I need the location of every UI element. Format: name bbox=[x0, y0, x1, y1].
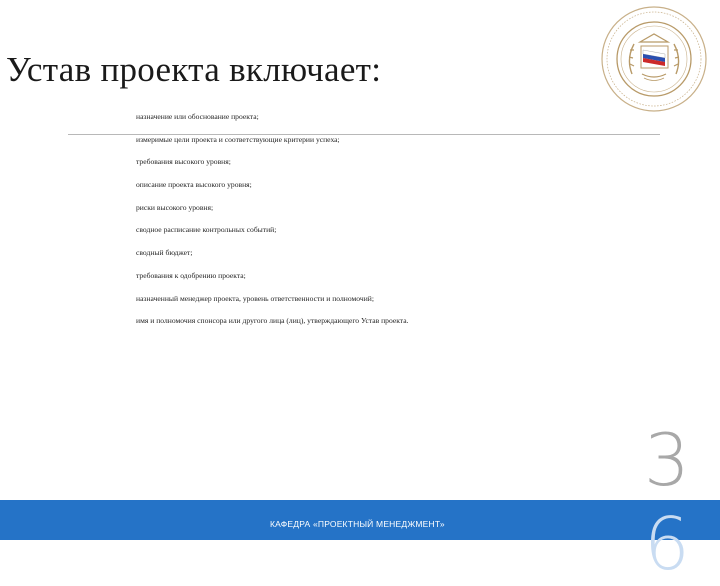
list-item: назначение или обоснование проекта; bbox=[136, 112, 259, 121]
slide-title: Устав проекта включает: bbox=[6, 50, 382, 89]
list-item: имя и полномочия спонсора или другого лица (лиц), утверждающего Устав проекта. bbox=[136, 316, 409, 326]
list-item: описание проекта высокого уровня; bbox=[136, 180, 252, 190]
charter-items-list bbox=[136, 110, 676, 337]
list-item: требования к одобрению проекта; bbox=[136, 270, 246, 280]
page-number bbox=[644, 418, 694, 586]
university-emblem-icon bbox=[596, 4, 712, 114]
list-item: назначенный менеджер проекта, уровень ответственности и полномочий; bbox=[136, 293, 374, 303]
list-item: риски высокого уровня; bbox=[136, 202, 214, 212]
page-number-digit-2: 6 bbox=[644, 502, 690, 586]
page-number-digit-1: 3 bbox=[644, 418, 690, 502]
list-item: измеримые цели проекта и соответствующие критерии успеха; bbox=[136, 134, 340, 144]
list-item: сводный бюджет; bbox=[136, 248, 193, 258]
list-item: требования высокого уровня; bbox=[136, 157, 231, 167]
footer-bar bbox=[0, 500, 720, 540]
footer-text: КАФЕДРА «ПРОЕКТНЫЙ МЕНЕДЖМЕНТ» bbox=[270, 519, 445, 529]
list-item: сводное расписание контрольных событий; bbox=[136, 225, 277, 235]
